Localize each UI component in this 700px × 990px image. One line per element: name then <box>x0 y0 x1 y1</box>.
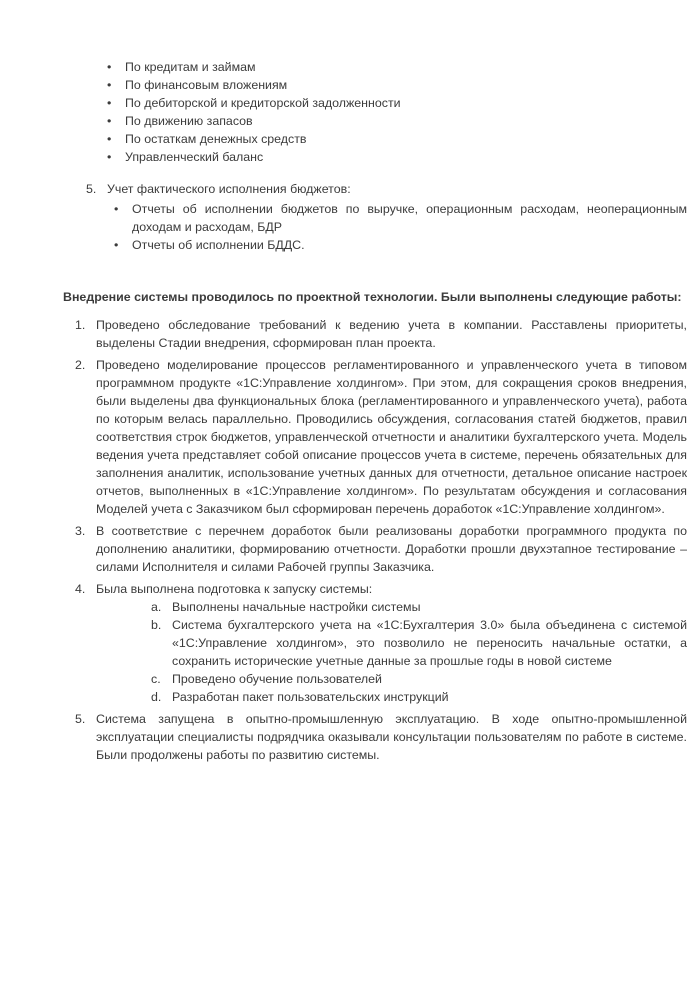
item-text: Была выполнена подготовка к запуску системы: <box>96 582 373 596</box>
item-text: Проведено обследование требований к ведению учета в компании. Расставлены приоритеты, выделены Стадии внедрения, сформирован план проекта. <box>96 318 687 350</box>
item-number: 1. <box>75 318 86 332</box>
item-text: В соответствие с перечнем доработок были реализованы доработки программного продукта по дополнению аналитики, формированию отчетности. Доработки прошли двухэтапное тестирование – силами Исполнителя и силами Рабочей группы Заказчика. <box>96 524 687 574</box>
item-letter: a. <box>151 600 162 614</box>
numbered-item <box>75 356 687 518</box>
numbered-item <box>75 522 687 576</box>
section-heading: Внедрение системы проводилось по проектной технологии. Были выполнены следующие работы: <box>63 290 682 304</box>
actual-execution-section <box>86 180 687 254</box>
item-text: Учет фактического исполнения бюджетов: <box>107 182 351 196</box>
bullet-item: • По финансовым вложениям <box>105 76 665 94</box>
item-text: Система запущена в опытно-промышленную эксплуатацию. В ходе опытно-промышленной эксплуатации специалисты подрядчика оказывали консультации пользователям по работе в системе. Были продолжены работы по развитию системы. <box>96 712 687 762</box>
bullet-item: • По кредитам и займам <box>105 58 665 76</box>
lettered-item <box>151 688 687 706</box>
numbered-item <box>75 710 687 764</box>
numbered-item <box>75 316 687 352</box>
bullet-item: • По движению запасов <box>105 112 665 130</box>
bullet-item: • Отчеты об исполнении бюджетов по выручке, операционным расходам, неоперационным доходам и расходам, БДР <box>112 200 687 236</box>
lettered-item <box>151 598 687 616</box>
item-text: Система бухгалтерского учета на «1С:Бухгалтерия 3.0» была объединена с системой «1С:Управление холдингом», это позволило не переносить начальные остатки, а сохранить исторические учетные данные за прошлые годы в новой системе <box>172 618 687 668</box>
work-items-list <box>75 316 687 764</box>
item-text: Проведено обучение пользователей <box>172 672 382 686</box>
item-number: 3. <box>75 524 86 538</box>
item-letter: c. <box>151 672 161 686</box>
item-letter: d. <box>151 690 162 704</box>
item-number: 5. <box>75 712 86 726</box>
item-number: 4. <box>75 582 86 596</box>
item-text: Проведено моделирование процессов регламентированного и управленческого учета в типовом программном продукте «1С:Управление холдингом». При этом, для сокращения сроков внедрения, были выделены два функциональных блока (регламентированного и управленческого учета), работа по которым велась параллельно. Проводились обсуждения, согласования статей бюджетов, правил соответствия строк бюджетов, управленческой отчетности и аналитики бухгалтерского учета. Модель ведения учета представляет собой описание процессов учета в системе, перечень обязательных для заполнения аналитик, использование учетных данных для отчетности, детальное описание настроек отчетов, выполненных в «1С:Управление холдингом». По результатам обсуждения и согласования Моделей учета с Заказчиком был сформирован перечень доработок «1С:Управление холдингом». <box>96 358 687 516</box>
lettered-item <box>151 616 687 670</box>
item-text: Разработан пакет пользовательских инструкций <box>172 690 449 704</box>
lettered-item <box>151 670 687 688</box>
bullet-item: • Управленческий баланс <box>105 148 665 166</box>
item-number: 2. <box>75 358 86 372</box>
item-letter: b. <box>151 618 162 632</box>
lettered-sub-list <box>151 598 687 706</box>
item-number: 5. <box>86 182 97 196</box>
actual-execution-bullet-list <box>112 200 687 254</box>
bullet-item: • По дебиторской и кредиторской задолженности <box>105 94 665 112</box>
bullet-item: • По остаткам денежных средств <box>105 130 665 148</box>
item-text: Выполнены начальные настройки системы <box>172 600 421 614</box>
budget-reports-bullet-list <box>105 58 665 166</box>
numbered-item <box>86 180 687 198</box>
bullet-item: • Отчеты об исполнении БДДС. <box>112 236 687 254</box>
numbered-item <box>75 580 687 706</box>
